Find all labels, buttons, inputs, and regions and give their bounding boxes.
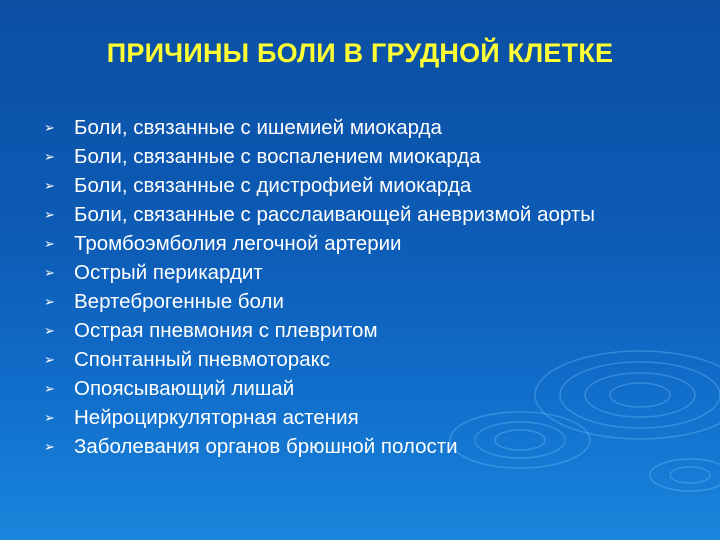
- list-item-text: Опоясывающий лишай: [74, 377, 295, 400]
- arrow-bullet-icon: ➢: [44, 120, 55, 135]
- list-item: [44, 142, 684, 171]
- list-item: [44, 374, 684, 403]
- list-item-text: Вертеброгенные боли: [74, 290, 284, 313]
- list-item-text: Боли, связанные с дистрофией миокарда: [74, 174, 472, 197]
- list-item: [44, 229, 684, 258]
- list-item: [44, 432, 684, 461]
- list-item: [44, 171, 684, 200]
- list-item: [44, 345, 684, 374]
- arrow-bullet-icon: ➢: [44, 149, 55, 164]
- arrow-bullet-icon: ➢: [44, 207, 55, 222]
- list-item-text: Спонтанный пневмоторакс: [74, 348, 331, 371]
- list-item-text: Острая пневмония с плевритом: [74, 319, 378, 342]
- list-item: [44, 258, 684, 287]
- list-item-text: Боли, связанные с расслаивающей аневризмой аорты: [74, 203, 595, 226]
- list-item-text: Боли, связанные с воспалением миокарда: [74, 145, 481, 168]
- arrow-bullet-icon: ➢: [44, 352, 55, 367]
- arrow-bullet-icon: ➢: [44, 294, 55, 309]
- arrow-bullet-icon: ➢: [44, 323, 55, 338]
- list-item-text: Боли, связанные с ишемией миокарда: [74, 116, 442, 139]
- arrow-bullet-icon: ➢: [44, 410, 55, 425]
- arrow-bullet-icon: ➢: [44, 439, 55, 454]
- bullet-list: [44, 113, 684, 461]
- list-item: [44, 113, 684, 142]
- list-item: [44, 287, 684, 316]
- list-item-text: Тромбоэмболия легочной артерии: [74, 232, 402, 255]
- arrow-bullet-icon: ➢: [44, 381, 55, 396]
- list-item-text: Заболевания органов брюшной полости: [74, 435, 458, 458]
- list-item: [44, 316, 684, 345]
- arrow-bullet-icon: ➢: [44, 178, 55, 193]
- slide-title: ПРИЧИНЫ БОЛИ В ГРУДНОЙ КЛЕТКЕ: [106, 38, 614, 68]
- arrow-bullet-icon: ➢: [44, 265, 55, 280]
- list-item: [44, 200, 684, 229]
- list-item-text: Острый перикардит: [74, 261, 263, 284]
- arrow-bullet-icon: ➢: [44, 236, 55, 251]
- list-item-text: Нейроциркуляторная астения: [74, 406, 359, 429]
- list-item: [44, 403, 684, 432]
